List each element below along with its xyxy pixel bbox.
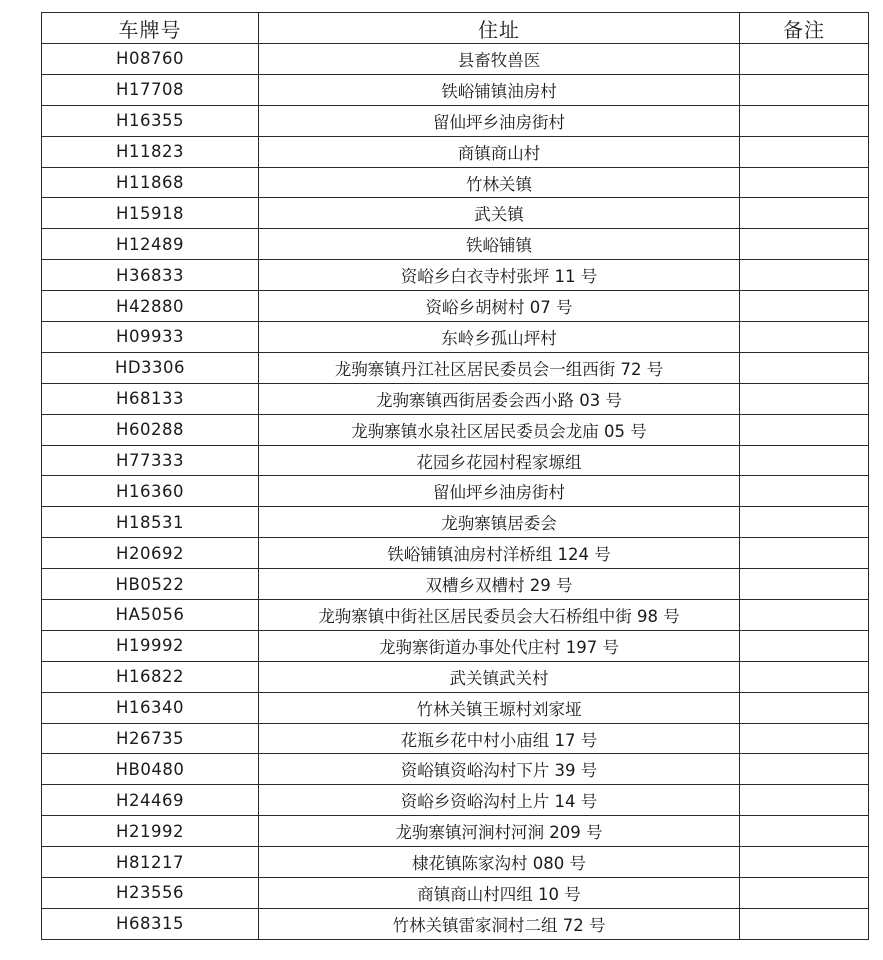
plate-cell: H18531 [42, 507, 259, 538]
table-row [42, 630, 869, 661]
header-note: 备注 [740, 13, 869, 44]
note-cell [740, 44, 869, 75]
table-row [42, 569, 869, 600]
plate-cell: H16360 [42, 476, 259, 507]
note-cell [740, 167, 869, 198]
table-row [42, 847, 869, 878]
note-cell [740, 630, 869, 661]
note-cell [740, 692, 869, 723]
table-body [42, 44, 869, 940]
note-cell [740, 136, 869, 167]
note-cell [740, 723, 869, 754]
header-row [42, 13, 869, 44]
address-cell: 竹林关镇王塬村刘家垭 [259, 692, 740, 723]
note-cell [740, 198, 869, 229]
table-row [42, 723, 869, 754]
note-cell [740, 352, 869, 383]
plate-cell: H68133 [42, 383, 259, 414]
table-row [42, 754, 869, 785]
header-address: 住址 [259, 13, 740, 44]
address-cell: 双槽乡双槽村 29 号 [259, 569, 740, 600]
note-cell [740, 383, 869, 414]
plate-cell: HB0480 [42, 754, 259, 785]
table-row [42, 878, 869, 909]
table-row [42, 198, 869, 229]
table-row [42, 105, 869, 136]
address-cell: 商镇商山村 [259, 136, 740, 167]
table-row [42, 322, 869, 353]
table-row [42, 600, 869, 631]
address-cell: 留仙坪乡油房街村 [259, 105, 740, 136]
address-cell: 龙驹寨镇河涧村河涧 209 号 [259, 816, 740, 847]
plate-cell: H26735 [42, 723, 259, 754]
plate-cell: H11868 [42, 167, 259, 198]
table-row [42, 229, 869, 260]
note-cell [740, 414, 869, 445]
table-row [42, 538, 869, 569]
table-row [42, 476, 869, 507]
note-cell [740, 878, 869, 909]
address-cell: 棣花镇陈家沟村 080 号 [259, 847, 740, 878]
plate-cell: H15918 [42, 198, 259, 229]
table-row [42, 661, 869, 692]
plate-cell: H68315 [42, 908, 259, 939]
plate-cell: H11823 [42, 136, 259, 167]
table-row [42, 260, 869, 291]
address-cell: 武关镇 [259, 198, 740, 229]
plate-cell: H08760 [42, 44, 259, 75]
plate-cell: H17708 [42, 74, 259, 105]
table-row [42, 445, 869, 476]
plate-cell: HD3306 [42, 352, 259, 383]
table-row [42, 291, 869, 322]
note-cell [740, 260, 869, 291]
address-cell: 龙驹寨街道办事处代庄村 197 号 [259, 630, 740, 661]
address-cell: 花园乡花园村程家塬组 [259, 445, 740, 476]
plate-cell: H42880 [42, 291, 259, 322]
plate-address-table [41, 12, 869, 940]
plate-cell: H60288 [42, 414, 259, 445]
plate-cell: H81217 [42, 847, 259, 878]
address-cell: 商镇商山村四组 10 号 [259, 878, 740, 909]
table-header [42, 13, 869, 44]
table-row [42, 44, 869, 75]
note-cell [740, 507, 869, 538]
note-cell [740, 105, 869, 136]
plate-cell: H21992 [42, 816, 259, 847]
address-cell: 资峪乡白衣寺村张坪 11 号 [259, 260, 740, 291]
address-cell: 竹林关镇雷家洞村二组 72 号 [259, 908, 740, 939]
plate-cell: H19992 [42, 630, 259, 661]
address-cell: 铁峪铺镇油房村洋桥组 124 号 [259, 538, 740, 569]
address-cell: 花瓶乡花中村小庙组 17 号 [259, 723, 740, 754]
address-cell: 县畜牧兽医 [259, 44, 740, 75]
note-cell [740, 538, 869, 569]
address-cell: 留仙坪乡油房街村 [259, 476, 740, 507]
plate-cell: H16355 [42, 105, 259, 136]
table-row [42, 383, 869, 414]
plate-cell: H12489 [42, 229, 259, 260]
table-row [42, 74, 869, 105]
note-cell [740, 569, 869, 600]
table-row [42, 908, 869, 939]
note-cell [740, 816, 869, 847]
note-cell [740, 847, 869, 878]
plate-cell: H09933 [42, 322, 259, 353]
address-cell: 资峪镇资峪沟村下片 39 号 [259, 754, 740, 785]
table-row [42, 414, 869, 445]
table-row [42, 507, 869, 538]
note-cell [740, 908, 869, 939]
table-row [42, 167, 869, 198]
address-cell: 东岭乡孤山坪村 [259, 322, 740, 353]
note-cell [740, 74, 869, 105]
note-cell [740, 322, 869, 353]
plate-cell: H16340 [42, 692, 259, 723]
table-row [42, 816, 869, 847]
note-cell [740, 445, 869, 476]
table-row [42, 785, 869, 816]
address-cell: 武关镇武关村 [259, 661, 740, 692]
address-cell: 铁峪铺镇 [259, 229, 740, 260]
note-cell [740, 291, 869, 322]
table-row [42, 352, 869, 383]
plate-cell: HB0522 [42, 569, 259, 600]
plate-cell: H16822 [42, 661, 259, 692]
address-cell: 龙驹寨镇水泉社区居民委员会龙庙 05 号 [259, 414, 740, 445]
address-cell: 竹林关镇 [259, 167, 740, 198]
table-row [42, 136, 869, 167]
address-cell: 资峪乡胡树村 07 号 [259, 291, 740, 322]
address-cell: 龙驹寨镇西街居委会西小路 03 号 [259, 383, 740, 414]
address-cell: 龙驹寨镇丹江社区居民委员会一组西街 72 号 [259, 352, 740, 383]
header-plate: 车牌号 [42, 13, 259, 44]
address-cell: 铁峪铺镇油房村 [259, 74, 740, 105]
address-cell: 资峪乡资峪沟村上片 14 号 [259, 785, 740, 816]
note-cell [740, 476, 869, 507]
plate-cell: H23556 [42, 878, 259, 909]
plate-cell: H77333 [42, 445, 259, 476]
address-cell: 龙驹寨镇中街社区居民委员会大石桥组中街 98 号 [259, 600, 740, 631]
plate-cell: HA5056 [42, 600, 259, 631]
note-cell [740, 229, 869, 260]
note-cell [740, 785, 869, 816]
address-cell: 龙驹寨镇居委会 [259, 507, 740, 538]
note-cell [740, 754, 869, 785]
note-cell [740, 600, 869, 631]
plate-cell: H36833 [42, 260, 259, 291]
table-row [42, 692, 869, 723]
plate-cell: H24469 [42, 785, 259, 816]
plate-cell: H20692 [42, 538, 259, 569]
note-cell [740, 661, 869, 692]
